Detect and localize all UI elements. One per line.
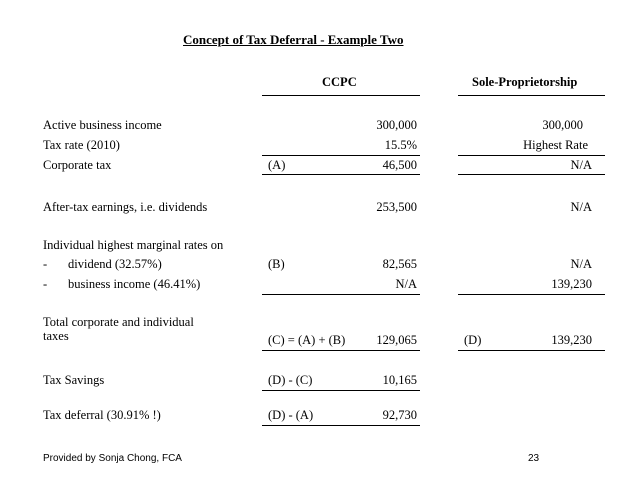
footer-provider: Provided by Sonja Chong, FCA [43,453,182,464]
sole-active-income: 300,000 [542,118,583,132]
rule-ccpc-4 [262,350,420,351]
ref-c-formula: (C) = (A) + (B) [268,333,346,347]
rule-sole-1 [458,155,605,156]
row-label-after-tax: After-tax earnings, i.e. dividends [43,200,208,214]
sole-after-tax: N/A [570,200,592,214]
column-header-sole-proprietorship: Sole-Proprietorship [472,75,578,89]
rule-ccpc-3 [262,294,420,295]
ccpc-tax-deferral: 92,730 [382,408,417,422]
sole-tax-rate: Highest Rate [523,138,588,152]
ccpc-business-income: N/A [395,277,417,291]
row-label-tax-deferral: Tax deferral (30.91% !) [43,408,161,422]
rule-ccpc-5 [262,390,420,391]
sole-business-income: 139,230 [551,277,592,291]
row-label-tax-savings: Tax Savings [43,373,105,387]
header-rule-ccpc [262,95,420,96]
row-label-total-line2: taxes [43,329,69,343]
page-number: 23 [528,453,540,464]
ccpc-after-tax: 253,500 [376,200,417,214]
rule-ccpc-1 [262,155,420,156]
column-header-ccpc: CCPC [322,75,357,89]
row-label-active-income: Active business income [43,118,162,132]
row-label-corporate-tax: Corporate tax [43,158,112,172]
ccpc-active-income: 300,000 [376,118,417,132]
ref-deferral-formula: (D) - (A) [268,408,314,422]
rule-sole-2 [458,174,605,175]
ccpc-corporate-tax: 46,500 [382,158,417,172]
ref-a: (A) [268,158,286,172]
row-label-business-income: business income (46.41%) [68,277,201,291]
header-rule-sole [458,95,605,96]
row-label-dividend: dividend (32.57%) [68,257,162,271]
ccpc-tax-savings: 10,165 [382,373,417,387]
ccpc-tax-rate: 15.5% [384,138,417,152]
row-label-individual-rates: Individual highest marginal rates on [43,238,224,252]
ref-d: (D) [464,333,482,347]
row-label-total-line1: Total corporate and individual [43,315,194,329]
ccpc-total: 129,065 [376,333,417,347]
rule-ccpc-2 [262,174,420,175]
ccpc-dividend: 82,565 [382,257,417,271]
sole-dividend: N/A [570,257,592,271]
row-label-tax-rate: Tax rate (2010) [43,138,120,152]
rule-sole-4 [458,350,605,351]
dash-business: - [43,277,48,291]
sole-total: 139,230 [551,333,592,347]
sole-corporate-tax: N/A [570,158,592,172]
ref-savings-formula: (D) - (C) [268,373,313,387]
ref-b: (B) [268,257,285,271]
dash-dividend: - [43,257,48,271]
page-title: Concept of Tax Deferral - Example Two [183,32,404,47]
rule-ccpc-6 [262,425,420,426]
rule-sole-3 [458,294,605,295]
